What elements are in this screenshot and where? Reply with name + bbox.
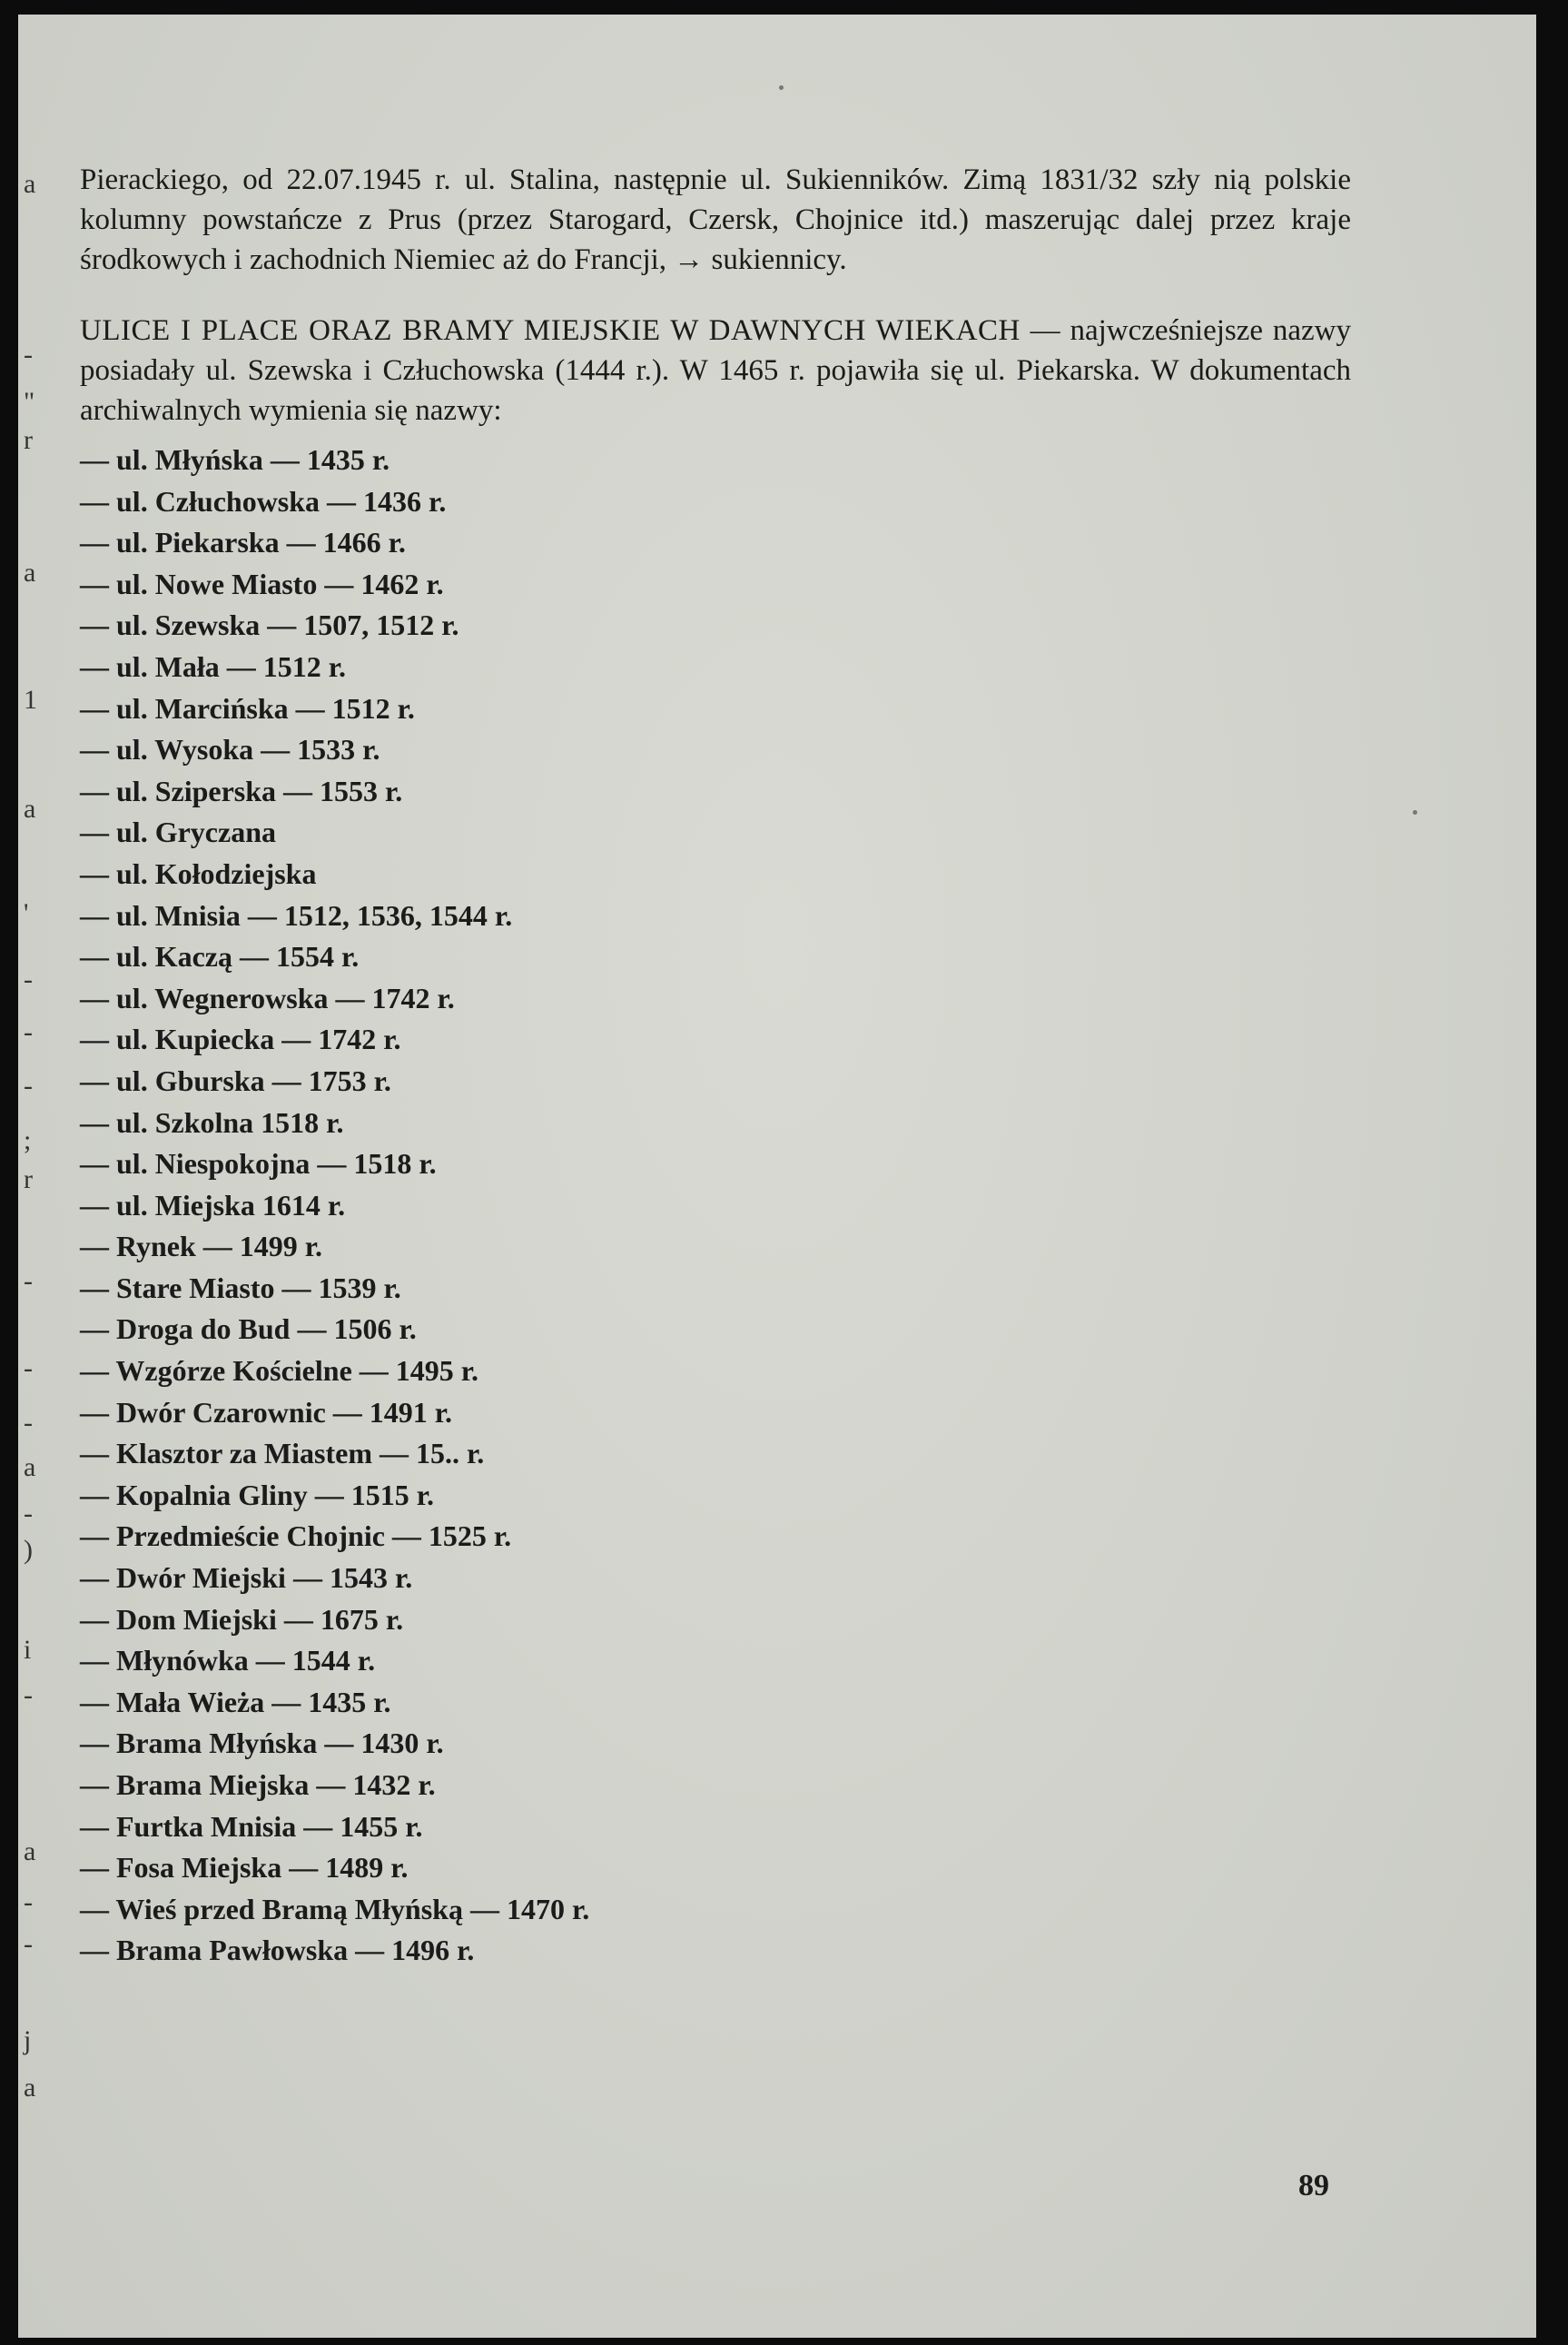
list-item: — ul. Marcińska — 1512 r. bbox=[80, 691, 415, 725]
paper-speck bbox=[1413, 810, 1417, 815]
margin-mark: a bbox=[24, 169, 36, 199]
list-item: — Droga do Bud — 1506 r. bbox=[80, 1312, 417, 1346]
margin-mark: " bbox=[24, 387, 35, 417]
list-item: — Rynek — 1499 r. bbox=[80, 1230, 323, 1263]
margin-mark: - bbox=[24, 1499, 33, 1529]
margin-mark: - bbox=[24, 1929, 33, 1959]
book-page bbox=[18, 15, 1536, 2338]
margin-mark: r bbox=[24, 425, 33, 455]
list-item: — Przedmieście Chojnic — 1525 r. bbox=[80, 1519, 512, 1553]
page-number: 89 bbox=[1298, 2169, 1329, 2202]
list-item: — ul. Młyńska — 1435 r. bbox=[80, 443, 390, 476]
margin-mark: a bbox=[24, 558, 36, 588]
list-item: — Brama Pawłowska — 1496 r. bbox=[80, 1934, 475, 1967]
list-item: — Wieś przed Bramą Młyńską — 1470 r. bbox=[80, 1892, 590, 1925]
list-item: — ul. Kołodziejska bbox=[80, 856, 317, 890]
list-item: — Dwór Miejski — 1543 r. bbox=[80, 1561, 413, 1595]
margin-mark: a bbox=[24, 1452, 36, 1482]
list-item: — Brama Miejska — 1432 r. bbox=[80, 1768, 436, 1801]
margin-mark: - bbox=[24, 1408, 33, 1438]
list-item: — Fosa Miejska — 1489 r. bbox=[80, 1851, 409, 1885]
margin-mark: ) bbox=[24, 1535, 33, 1565]
list-item: — Mała Wieża — 1435 r. bbox=[80, 1685, 391, 1718]
list-item: — Dom Miejski — 1675 r. bbox=[80, 1602, 404, 1636]
list-item: — ul. Niespokojna — 1518 r. bbox=[80, 1147, 437, 1181]
list-item: — Dwór Czarownic — 1491 r. bbox=[80, 1395, 453, 1429]
list-item: — ul. Miejska 1614 r. bbox=[80, 1188, 346, 1222]
list-item: — ul. Nowe Miasto — 1462 r. bbox=[80, 567, 444, 600]
left-margin-bleed bbox=[18, 15, 54, 2338]
list-item: — ul. Wegnerowska — 1742 r. bbox=[80, 981, 455, 1014]
list-item: — Młynówka — 1544 r. bbox=[80, 1644, 376, 1677]
intro-paragraph: Pierackiego, od 22.07.1945 r. ul. Stalina, następnie ul. Sukienników. Zimą 1831/32 szły nią polskie kolumny powstańcze z Prus (przez Starogard, Czersk, Chojnice itd.) maszerując dalej przez kraje środkowych i zachodnich Niemiec aż do Francji, → sukiennicy. bbox=[80, 163, 1351, 276]
paper-speck bbox=[779, 85, 784, 90]
list-item: — ul. Kupiecka — 1742 r. bbox=[80, 1023, 401, 1056]
list-item: — Kopalnia Gliny — 1515 r. bbox=[80, 1478, 434, 1511]
list-item: — ul. Człuchowska — 1436 r. bbox=[80, 484, 447, 518]
list-item: — ul. Mała — 1512 r. bbox=[80, 649, 347, 683]
list-item: — ul. Gburska — 1753 r. bbox=[80, 1064, 391, 1097]
streets-section-paragraph bbox=[80, 311, 1351, 430]
list-item: — ul. Wysoka — 1533 r. bbox=[80, 733, 380, 767]
list-item: — ul. Mnisia — 1512, 1536, 1544 r. bbox=[80, 898, 513, 932]
margin-mark: r bbox=[24, 1164, 33, 1194]
list-item: — ul. Gryczana bbox=[80, 816, 276, 849]
list-item: — Furtka Mnisia — 1455 r. bbox=[80, 1809, 423, 1843]
list-item: — ul. Sziperska — 1553 r. bbox=[80, 774, 403, 807]
section-text: — najwcześniejsze nazwy posiadały ul. Szewska i Człuchowska (1444 r.). W 1465 r. pojawiła się ul. Piekarska. W dokumentach archiwalnych wymienia się nazwy: bbox=[80, 314, 1351, 427]
list-item: — Wzgórze Kościelne — 1495 r. bbox=[80, 1354, 479, 1388]
margin-mark: j bbox=[24, 2025, 32, 2055]
margin-mark: - bbox=[24, 1887, 33, 1917]
margin-mark: a bbox=[24, 2073, 36, 2103]
list-item: — ul. Piekarska — 1466 r. bbox=[80, 526, 406, 559]
list-item: — ul. Szkolna 1518 r. bbox=[80, 1105, 344, 1139]
margin-mark: - bbox=[24, 1017, 33, 1047]
margin-mark: - bbox=[24, 1353, 33, 1383]
margin-mark: a bbox=[24, 1836, 36, 1866]
margin-mark: ' bbox=[24, 898, 29, 928]
section-heading: ULICE I PLACE ORAZ BRAMY MIEJSKIE W DAWNYCH WIEKACH bbox=[80, 314, 1021, 347]
margin-mark: 1 bbox=[24, 685, 37, 715]
list-item: — Brama Młyńska — 1430 r. bbox=[80, 1727, 444, 1760]
street-names-list bbox=[80, 440, 1351, 1972]
margin-mark: - bbox=[24, 1071, 33, 1101]
list-item: — Klasztor za Miastem — 15.. r. bbox=[80, 1437, 485, 1470]
list-item: — Stare Miasto — 1539 r. bbox=[80, 1271, 401, 1304]
margin-mark: - bbox=[24, 1266, 33, 1296]
list-item: — ul. Szewska — 1507, 1512 r. bbox=[80, 609, 459, 642]
page-content bbox=[80, 160, 1351, 1972]
margin-mark: a bbox=[24, 794, 36, 824]
margin-mark: ; bbox=[24, 1125, 32, 1155]
margin-mark: - bbox=[24, 1680, 33, 1710]
margin-mark: i bbox=[24, 1635, 32, 1665]
margin-mark: - bbox=[24, 965, 33, 994]
list-item: — ul. Kaczą — 1554 r. bbox=[80, 940, 360, 974]
margin-mark: - bbox=[24, 340, 33, 370]
